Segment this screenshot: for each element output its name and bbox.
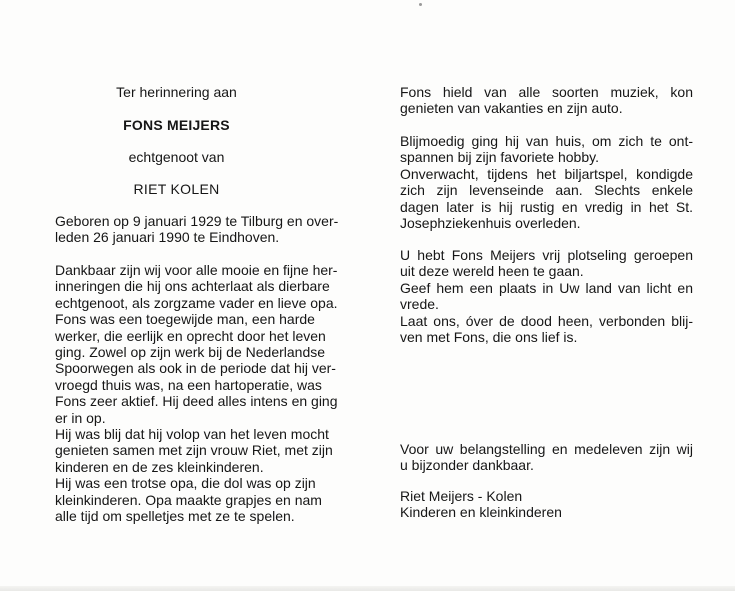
relation-text: echtgenoot van [128, 149, 225, 165]
text-line: genieten van vakanties en zijn auto. [400, 100, 623, 117]
tribute-paragraph [55, 262, 338, 525]
text-line: dagen later is hij rustig en vredig in het St. [400, 198, 693, 215]
text-line: Hij was een trotse opa, die dol was op zijn [55, 475, 316, 492]
text-line: ging. Zowel op zijn werk bij de Nederlandse [55, 344, 326, 361]
text-line: Josephziekenhuis overleden. [400, 215, 581, 232]
text-line: Voor uw belangstelling en medeleven zijn wij [400, 441, 693, 457]
text-line: spannen bij zijn favoriete hobby. [400, 149, 599, 166]
intro-text: Ter herinnering aan [116, 84, 237, 100]
text-line: inneringen die hij ons achterlaat als dierbare [55, 278, 330, 295]
deceased-name: FONS MEIJERS [123, 117, 230, 133]
paper-speck [419, 3, 422, 6]
text-line: zich zijn levenseinde aan. Slechts enkele [400, 182, 693, 199]
signature-line: Riet Meijers - Kolen [400, 488, 523, 504]
text-line: vroegd thuis was, na een hartoperatie, was [55, 376, 322, 393]
text-line: genieten samen met zijn vrouw Riet, met zijn [55, 442, 333, 459]
text-line: kleinkinderen. Opa maakte grapjes en nam [55, 491, 322, 508]
thanks-paragraph [400, 441, 693, 474]
text-line: vrede. [400, 296, 439, 313]
text-line: echtgenoot, als zorgzame vader en lieve opa. [55, 294, 338, 311]
text-line: Hij was blij dat hij volop van het leven mocht [55, 426, 329, 443]
text-line: werker, die eerlijk en oprecht door het leven [55, 327, 326, 344]
text-line: Onverwacht, tijdens het biljartspel, kondigde [400, 165, 693, 182]
birth-death-paragraph [55, 213, 339, 246]
text-line: Fons was een toegewijde man, een harde [55, 311, 315, 328]
passing-paragraph [400, 133, 693, 231]
text-line: Fons zeer aktief. Hij deed alles intens en ging [55, 393, 338, 410]
text-line: Spoorwegen als ook in de periode dat hij ver- [55, 360, 336, 377]
text-line: Geef hem een plaats in Uw land van licht en [400, 279, 693, 296]
text-line: U hebt Fons Meijers vrij plotseling geroepen [400, 247, 693, 263]
spouse-name: RIET KOLEN [133, 181, 220, 197]
text-line: Fons hield van alle soorten muziek, kon [400, 84, 693, 100]
text-line: kinderen en de zes kleinkinderen. [55, 458, 264, 475]
text-line: Geboren op 9 januari 1929 te Tilburg en over- [55, 213, 339, 229]
text-line: ven met Fons, die ons lief is. [400, 329, 578, 346]
interests-paragraph [400, 84, 693, 117]
text-line: Blijmoedig ging hij van huis, om zich te ont- [400, 133, 693, 149]
text-line: Dankbaar zijn wij voor alle mooie en fijne her- [55, 262, 338, 278]
text-line: alle tijd om spelletjes met ze te spelen. [55, 508, 295, 525]
text-line: Laat ons, óver de dood heen, verbonden blij- [400, 312, 693, 329]
text-line: u bijzonder dankbaar. [400, 457, 534, 474]
text-line: leden 26 januari 1990 te Eindhoven. [55, 229, 280, 246]
paper-bottom-edge [0, 586, 735, 591]
signature-line: Kinderen en kleinkinderen [400, 504, 562, 521]
text-line: er in op. [55, 409, 106, 426]
signature-block [400, 488, 693, 521]
prayer-paragraph [400, 247, 693, 345]
text-line: uit deze wereld heen te gaan. [400, 263, 584, 280]
